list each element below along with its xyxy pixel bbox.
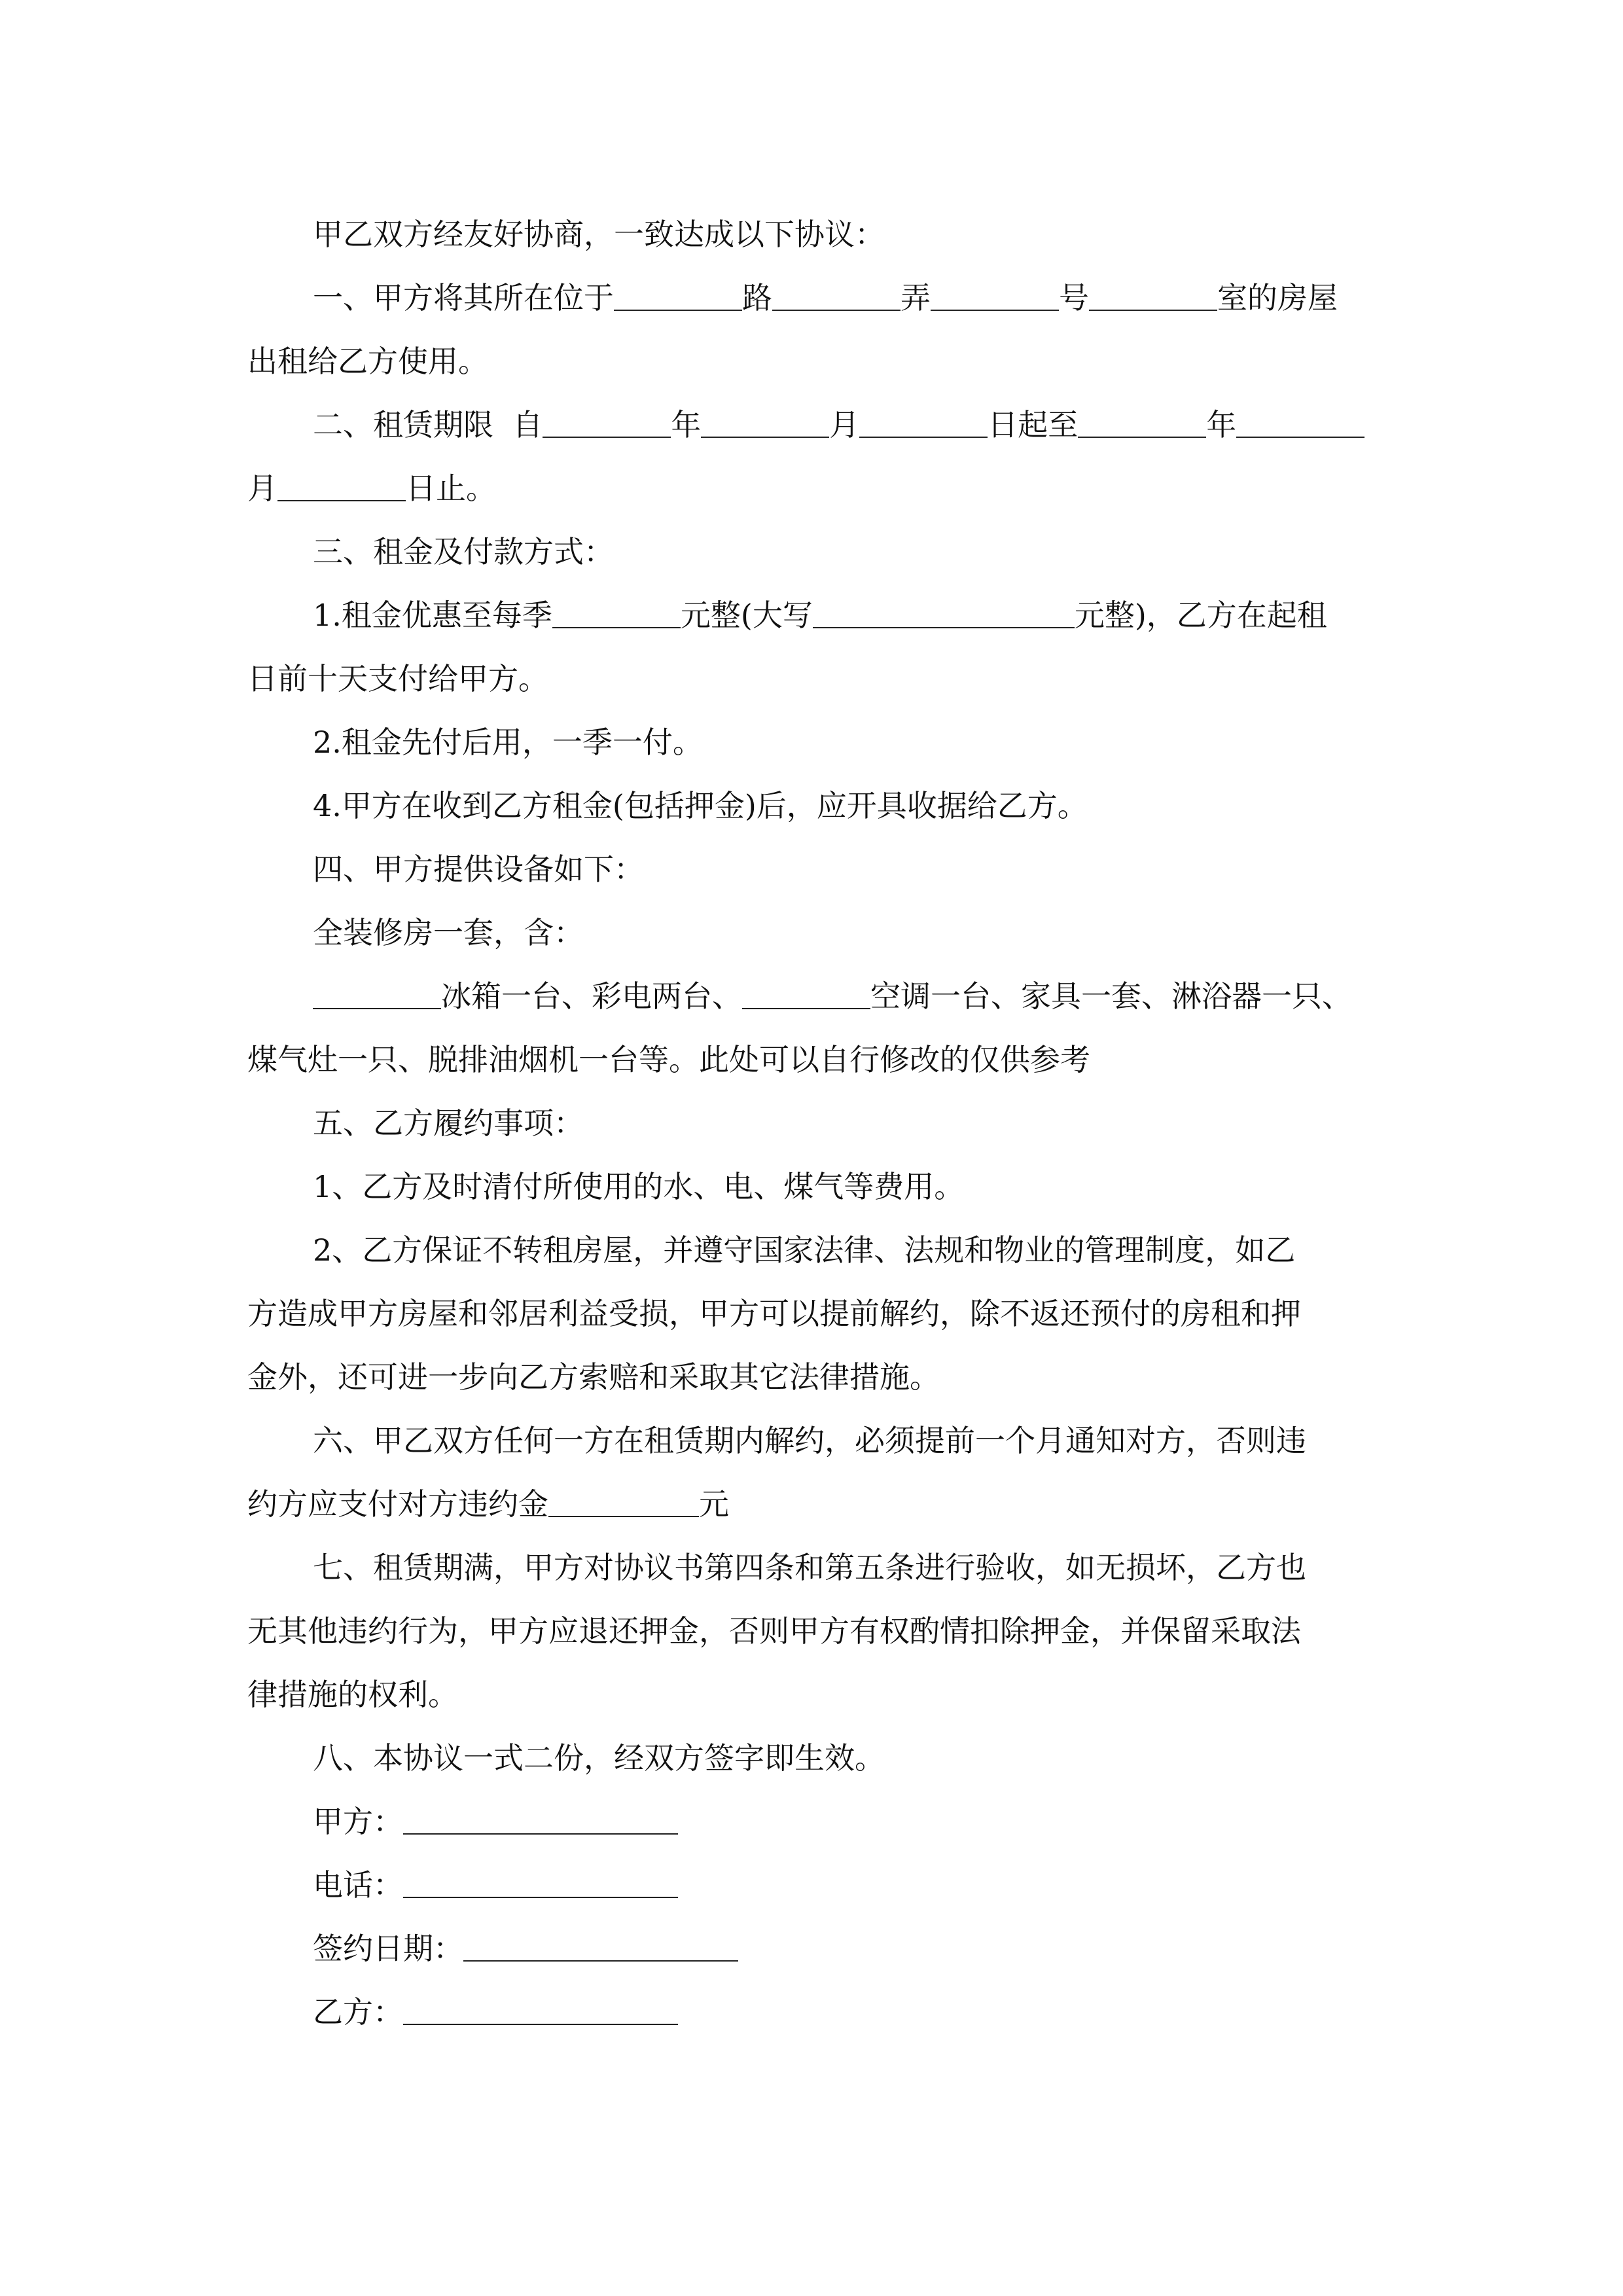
penalty-unit: 元 — [699, 1486, 729, 1522]
date-label: 签约日期： — [313, 1931, 463, 1966]
end-month-blank-a[interactable] — [1236, 410, 1364, 438]
start-month-label: 月 — [829, 407, 860, 442]
clause-3-item-4: 4.甲方在收到乙方租金(包括押金)后，应开具收据给乙方。 — [313, 788, 1088, 823]
sig-party-a — [247, 1790, 1377, 1854]
start-month-blank[interactable] — [701, 410, 829, 438]
clause-2-line-1 — [247, 393, 1377, 457]
intro-line: 甲乙双方经友好协商，一致达成以下协议： — [313, 217, 885, 252]
number-label: 号 — [1059, 280, 1089, 315]
party-b-signature-line[interactable] — [403, 1998, 678, 2025]
room-label: 室的房屋 — [1217, 280, 1338, 315]
rent-capital-blank[interactable] — [813, 601, 1075, 628]
start-year-blank[interactable] — [543, 410, 671, 438]
road-blank[interactable] — [614, 283, 742, 311]
number-blank[interactable] — [931, 283, 1059, 311]
clause-2-line-2 — [247, 457, 1377, 520]
rent-text: 1.租金优惠至每季 — [313, 598, 552, 633]
clause-4-title: 四、甲方提供设备如下： — [313, 852, 644, 887]
party-a-label: 甲方： — [313, 1804, 403, 1839]
end-year-blank[interactable] — [1078, 410, 1206, 438]
party-b-label: 乙方： — [313, 1994, 403, 2030]
lane-blank[interactable] — [772, 283, 901, 311]
clause-4-line-2 — [247, 965, 1377, 1028]
rent-capital-text: 元整(大写 — [680, 598, 813, 633]
clause-3-title: 三、租金及付款方式： — [313, 534, 614, 569]
sig-date — [247, 1917, 1377, 1981]
clause-1-text: 一、甲方将其所在位于 — [313, 280, 614, 315]
fridge-blank[interactable] — [313, 982, 441, 1009]
room-blank[interactable] — [1089, 283, 1217, 311]
clause-6-line-2 — [247, 1473, 1377, 1536]
clause-4-line-3: 煤气灶一只、脱排油烟机一台等。此处可以自行修改的仅供参考 — [247, 1042, 1090, 1077]
clause-3-item-2: 2.租金先付后用，一季一付。 — [313, 725, 703, 760]
clause-6-line-1: 六、甲乙双方任何一方在租赁期内解约，必须提前一个月通知对方，否则违 — [313, 1423, 1306, 1458]
contract-page — [247, 203, 1377, 2044]
clause-5-item-2c: 金外，还可进一步向乙方索赔和采取其它法律措施。 — [247, 1359, 940, 1395]
road-label: 路 — [742, 280, 772, 315]
end-month-label: 月 — [247, 471, 277, 506]
penalty-blank[interactable] — [548, 1490, 699, 1517]
end-day-label: 日止。 — [406, 471, 496, 506]
rent-tail-text: 元整)，乙方在起租 — [1074, 598, 1327, 633]
start-day-blank[interactable] — [859, 410, 988, 438]
clause-5-item-1: 1、乙方及时清付所使用的水、电、煤气等费用。 — [313, 1169, 965, 1204]
start-day-label: 日起至 — [988, 407, 1079, 442]
start-year-label: 年 — [671, 407, 702, 442]
penalty-text: 约方应支付对方违约金 — [247, 1486, 548, 1522]
clause-7-line-1: 七、租赁期满，甲方对协议书第四条和第五条进行验收，如无损坏，乙方也 — [313, 1550, 1306, 1585]
phone-line[interactable] — [403, 1871, 678, 1898]
clause-1-line-1 — [247, 266, 1377, 330]
sig-party-b — [247, 1981, 1377, 2044]
clause-5-item-2b: 方造成甲方房屋和邻居利益受损，甲方可以提前解约，除不返还预付的房租和押 — [247, 1296, 1301, 1331]
rent-amount-blank[interactable] — [552, 601, 681, 628]
clause-5-item-2a: 2、乙方保证不转租房屋，并遵守国家法律、法规和物业的管理制度，如乙 — [313, 1232, 1296, 1268]
clause-3-item-1-cont: 日前十天支付给甲方。 — [247, 661, 548, 696]
lane-label: 弄 — [901, 280, 931, 315]
clause-4-line-1: 全装修房一套，含： — [313, 915, 584, 950]
equipment-text-a: 冰箱一台、彩电两台、 — [441, 978, 742, 1014]
end-year-label: 年 — [1206, 407, 1237, 442]
clause-7-line-2: 无其他违约行为，甲方应退还押金，否则甲方有权酌情扣除押金，并保留采取法 — [247, 1613, 1301, 1649]
phone-label: 电话： — [313, 1867, 403, 1903]
date-line[interactable] — [463, 1934, 738, 1962]
lease-term-text: 二、租赁期限 自 — [313, 407, 543, 442]
clause-5-title: 五、乙方履约事项： — [313, 1105, 584, 1141]
clause-8: 八、本协议一式二份，经双方签字即生效。 — [313, 1740, 885, 1776]
party-a-signature-line[interactable] — [403, 1807, 678, 1835]
ac-blank[interactable] — [742, 982, 870, 1009]
clause-7-line-3: 律措施的权利。 — [247, 1677, 458, 1712]
equipment-text-b: 空调一台、家具一套、淋浴器一只、 — [870, 978, 1352, 1014]
end-day-blank[interactable] — [277, 474, 406, 501]
clause-1-line-2: 出租给乙方使用。 — [247, 344, 488, 379]
sig-phone — [247, 1854, 1377, 1917]
clause-3-item-1 — [247, 584, 1377, 647]
